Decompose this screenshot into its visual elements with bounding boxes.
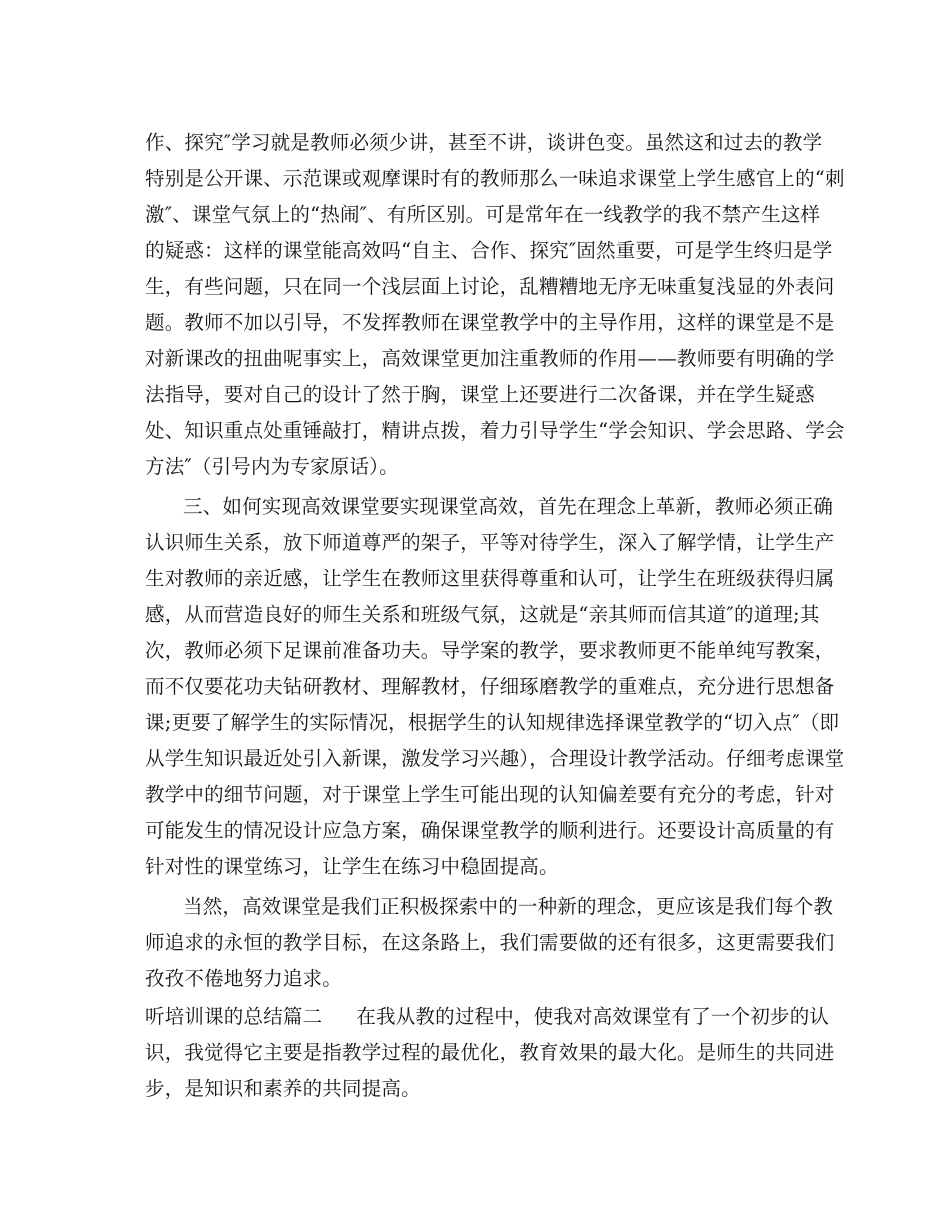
body-text-line: 激″、课堂气氛上的“热闹″、有所区别。可是常年在一线教学的我不禁产生这样 <box>145 203 821 226</box>
body-text-line: 生对教师的亲近感，让学生在教师这里获得尊重和认可，让学生在班级获得归属 <box>145 567 835 590</box>
paragraph-first-line: 三、如何实现高效课堂要实现课堂高效，首先在理念上革新，教师必须正确 <box>183 495 834 518</box>
section-heading-line <box>145 1000 829 1034</box>
body-text-line: 对新课改的扭曲呢事实上，高效课堂更加注重教师的作用——教师要有明确的学 <box>145 347 835 370</box>
body-text-line: 教学中的细节问题，对于课堂上学生可能出现的认知偏差要有充分的考虑，针对 <box>145 783 835 806</box>
body-text-line: 从学生知识最近处引入新课，激发学习兴趣），合理设计教学活动。仔细考虑课堂 <box>145 747 845 770</box>
body-text-line: 课;更要了解学生的实际情况，根据学生的认知规律选择课堂教学的“切入点″（即 <box>145 711 840 734</box>
paragraph-first-line: 当然，高效课堂是我们正积极探索中的一种新的理念，更应该是我们每个教 <box>183 895 834 918</box>
body-text-line: 感，从而营造良好的师生关系和班级气氛，这就是“亲其师而信其道″的道理;其 <box>145 603 820 626</box>
body-text-line: 孜孜不倦地努力追求。 <box>145 967 343 990</box>
body-text-line: 步，是知识和素养的共同提高。 <box>145 1077 421 1100</box>
body-text-line: 可能发生的情况设计应急方案，确保课堂教学的顺利进行。还要设计高质量的有 <box>145 819 835 842</box>
section-text: 在我从教的过程中，使我对高效课堂有了一个初步的认 <box>356 1005 830 1028</box>
body-text-line: 处、知识重点处重锤敲打，精讲点拨，着力引导学生“学会知识、学会思路、学会 <box>145 419 845 442</box>
section-heading: 听培训课的总结篇二 <box>145 1005 323 1028</box>
body-text-line: 认识师生关系，放下师道尊严的架子，平等对待学生，深入了解学情，让学生产 <box>145 531 835 554</box>
body-text-line: 方法″（引号内为专家原话）。 <box>145 455 399 478</box>
body-text-line: 法指导，要对自己的设计了然于胸，课堂上还要进行二次备课，并在学生疑惑 <box>145 383 815 406</box>
body-text-line: 识，我觉得它主要是指教学过程的最优化，教育效果的最大化。是师生的共同进 <box>145 1041 835 1064</box>
body-text-line: 的疑惑：这样的课堂能高效吗“自主、合作、探究″固然重要，可是学生终归是学 <box>145 239 833 262</box>
body-text-line: 题。教师不加以引导，不发挥教师在课堂教学中的主导作用，这样的课堂是不是 <box>145 311 835 334</box>
body-text-line: 而不仅要花功夫钻研教材、理解教材，仔细琢磨教学的重难点，充分进行思想备 <box>145 675 835 698</box>
body-text-line: 次，教师必须下足课前准备功夫。导学案的教学，要求教师更不能单纯写教案， <box>145 639 835 662</box>
body-text-line: 特别是公开课、示范课或观摩课时有的教师那么一味追求课堂上学生感官上的“刺 <box>145 167 845 190</box>
body-text-line: 针对性的课堂练习，让学生在练习中稳固提高。 <box>145 855 559 878</box>
body-text-line: 作、探究″学习就是教师必须少讲，甚至不讲，谈讲色变。虽然这和过去的教学 <box>145 131 823 154</box>
body-text-line: 生，有些问题，只在同一个浅层面上讨论，乱糟糟地无序无味重复浅显的外表问 <box>145 275 835 298</box>
body-text-line: 师追求的永恒的教学目标，在这条路上，我们需要做的还有很多，这更需要我们 <box>145 931 835 954</box>
